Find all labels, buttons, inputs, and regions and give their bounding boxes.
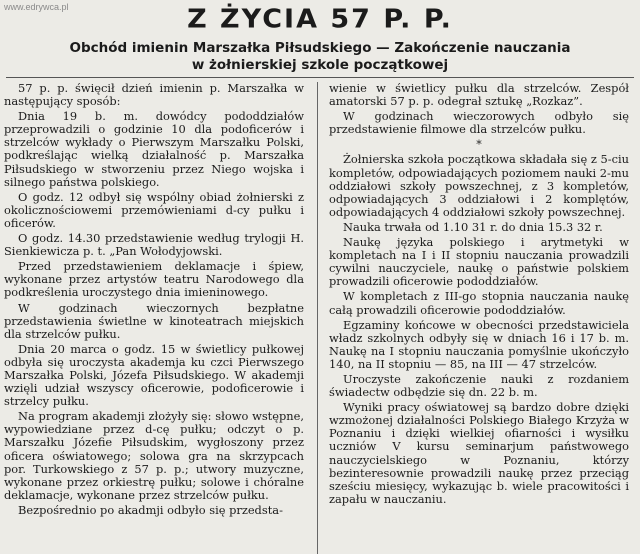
- paragraph: Nauka trwała od 1.10 31 r. do dnia 15.3 32 r.: [343, 219, 603, 234]
- paragraph: O godz. 14.30 przedstawienie według trylogji H. Sienkiewicza p. t. „Pan Wołodyjowski.: [4, 231, 304, 259]
- subhead-line-2: w żołnierskiej szkole początkowej: [191, 57, 449, 73]
- site-watermark: www.edrywca.pl: [4, 2, 69, 12]
- article-column-right: [329, 82, 629, 508]
- paragraph: Na program akademji złożyły się: słowo wstępne, wypowiedziane przez d-cę pułku; odczyt o p. Marszałku Józefie Piłsudskim, wygłoszony przez oficera oświatowego; solowa gra na skrzypcach por. Turkowskiego z 57 p. p.; utwory muzyczne, wykonane przez orkiestrę pułku; solowe i chóralne deklamacje, wykonane przez strzelców pułku.: [4, 409, 304, 502]
- column-divider: [317, 82, 318, 554]
- page-headline: Z ŻYCIA 57 P. P.: [187, 4, 453, 35]
- paragraph: Dnia 19 b. m. dowódcy pododdziałów przeprowadzili o godzinie 10 dla podoficerów i strzelców wykłady o Pierwszym Marszałku Polski, podkreślając wielką działalność p. Marszałka Piłsudskiego w stworzeniu przez Niego wojska i silnego państwa polskiego.: [4, 109, 304, 189]
- paragraph: Bezpośrednio po akadmji odbyło się przedsta-: [18, 502, 283, 517]
- article-column-left: [4, 82, 304, 519]
- paragraph: Dnia 20 marca o godz. 15 w świetlicy pułkowej odbyła się uroczysta akademja ku czci Pierwszego Marszałka Polski, Józefa Piłsudskiego. W akademji wzięli udział wszyscy oficerowie, podoficerowie i strzelcy pułku.: [4, 341, 304, 409]
- paragraph: O godz. 12 odbył się wspólny obiad żołnierski z okolicznościowemi przemówieniami d-cy pułku i oficerów.: [4, 189, 304, 230]
- paragraph: W godzinach wieczorowych odbyło się przedstawienie filmowe dla strzelców pułku.: [329, 109, 629, 137]
- paragraph: wienie w świetlicy pułku dla strzelców. Zespół amatorski 57 p. p. odegrał sztukę „Rozkaz”.: [329, 81, 629, 109]
- paragraph: Wyniki pracy oświatowej są bardzo dobre dzięki wzmożonej działalności Polskiego Białego Krzyża w Poznaniu i dzięki wielkiej ofiarności i wysiłku uczniów V kursu seminarjum państwowego nauczycielskiego w Poznaniu, którzy bezinteresownie prowadzili naukę przez przeciąg sześciu miesięcy, wykazując b. wiele pracowitości i zapału w nauczaniu.: [329, 400, 629, 506]
- paragraph: 57 p. p. święcił dzień imienin p. Marszałka w następujący sposób:: [4, 81, 304, 109]
- subhead-line-1: Obchód imienin Marszałka Piłsudskiego — Zakończenie nauczania: [69, 40, 571, 56]
- article-subheadline: [0, 40, 640, 74]
- paragraph: W kompletach z III-go stopnia nauczania naukę całą prowadzili oficerowie pododdziałów.: [329, 289, 629, 317]
- section-separator: *: [476, 138, 482, 152]
- paragraph: Uroczyste zakończenie nauki z rozdaniem świadectw odbędzie się dn. 22 b. m.: [329, 371, 629, 400]
- header-rule: [6, 77, 634, 78]
- paragraph: Żołnierska szkoła początkowa składała się z 5-ciu kompletów, odpowiadających poziomem nauki 2-mu oddziałowi szkoły powszechnej, z 3 kompletów, odpowiadających 3 oddziałowi i 2 komplętów, odpowiadających 4 oddziałowi szkoły powszechnej.: [329, 152, 629, 219]
- paragraph: Przed przedstawieniem deklamacje i śpiew, wykonane przez artystów teatru Narodowego dla podkreślenia uroczystego dnia imieninowego.: [4, 259, 304, 300]
- paragraph: W godzinach wieczornych bezpłatne przedstawienia świetlne w kinoteatrach miejskich dla strzelców pułku.: [4, 300, 304, 341]
- paragraph: Naukę języka polskiego i arytmetyki w kompletach na I i II stopniu nauczania prowadzili cywilni nauczyciele, naukę o państwie polskiem prowadzili oficerowie pododdziałów.: [329, 235, 629, 289]
- paragraph: Egzaminy końcowe w obecności przedstawiciela władz szkolnych odbyły się w dniach 16 i 17 b. m. Naukę na I stopniu nauczania pomyślnie ukończyło 140, na II stopniu — 85, na III — 47 strzelców.: [329, 317, 629, 371]
